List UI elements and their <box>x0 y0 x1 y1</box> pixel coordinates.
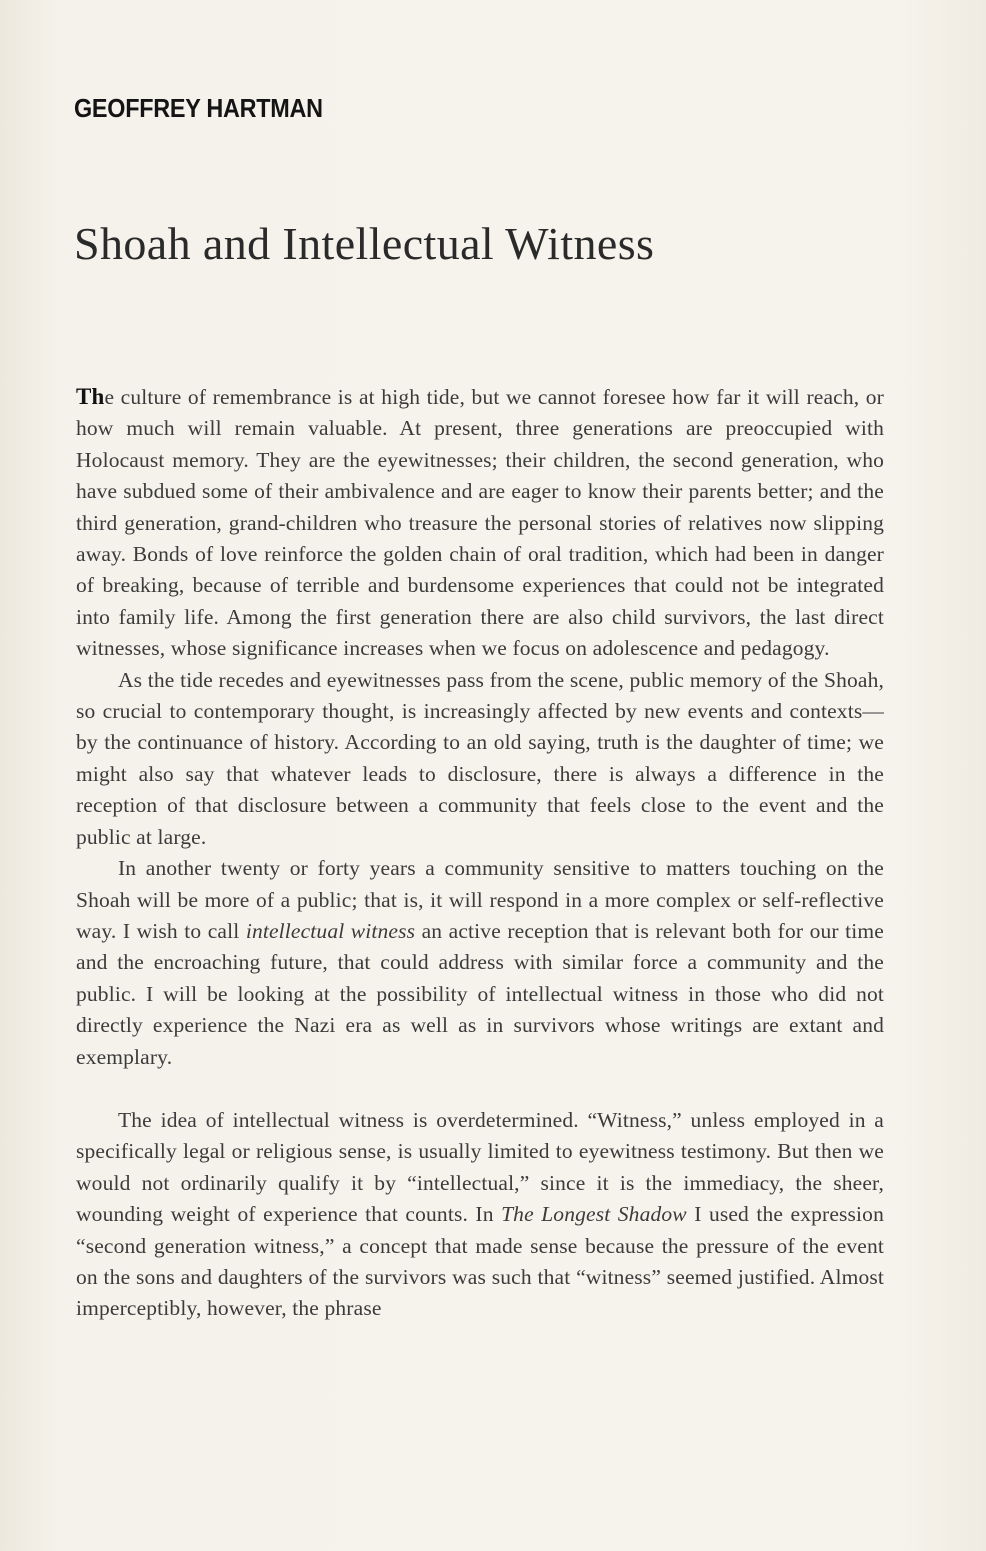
paragraph-4 <box>76 1105 884 1325</box>
paragraph-1-text: e culture of remembrance is at high tide, but we cannot foresee how far it will reach, or how much will remain valuable. At present, three generations are preoccupied with Holocaust memory. They are the eyewitnesses; their children, the second generation, who have subdued some of their ambivalence and are eager to know their parents better; and the third generation, grand-children who treasure the personal stories of relatives now slipping away. Bonds of love reinforce the golden chain of oral tradition, which had been in danger of breaking, because of terrible and burdensome experiences that could not be integrated into family life. Among the first generation there are also child survivors, the last direct witnesses, whose significance increases when we focus on adolescence and pedagogy. <box>76 385 884 661</box>
paragraph-3-italic: intellectual witness <box>245 918 416 943</box>
chapter-title: Shoah and Intellectual Witness <box>74 218 655 269</box>
chapter-author: GEOFFREY HARTMAN <box>74 93 323 123</box>
opening-letters: Th <box>76 384 105 409</box>
paragraph-4-after: I used the expression “second generation witness,” a concept that made sense because the pressure of the event on the sons and daughters of the survivors was such that “witness” seemed justified. Almost imperceptibly, however, the phrase <box>76 1202 884 1321</box>
paragraph-3 <box>76 853 884 1073</box>
paragraph-3-after: an active reception that is relevant both for our time and the encroaching future, that could address with similar force a community and the public. I will be looking at the possibility of intellectual witness in those who did not directly experience the Nazi era as well as in survivors whose writings are extant and exemplary. <box>76 918 884 1069</box>
paragraph-3-before: In another twenty or forty years a community sensitive to matters touching on the Shoah will be more of a public; that is, it will respond in a more complex or self-reflective way. I wish to call <box>76 856 884 943</box>
paragraph-1 <box>76 381 884 665</box>
book-title-reference: The Longest Shadow <box>501 1202 687 1227</box>
paragraph-4-before: The idea of intellectual witness is overdetermined. “Witness,” unless employed in a specifically legal or religious sense, is usually limited to eyewitness testimony. But then we would not ordinarily qualify it by “intellectual,” since it is the immediacy, the sheer, wounding weight of experience that counts. In <box>76 1107 884 1227</box>
chapter-body <box>76 381 884 1325</box>
paragraph-2: As the tide recedes and eyewitnesses pass from the scene, public memory of the Shoah, so crucial to contemporary thought, is increasingly affected by new events and contexts—by the continuance of history. According to an old saying, truth is the daughter of time; we might also say that whatever leads to disclosure, there is always a difference in the reception of that disclosure between a community that feels close to the event and the public at large. <box>76 667 884 849</box>
